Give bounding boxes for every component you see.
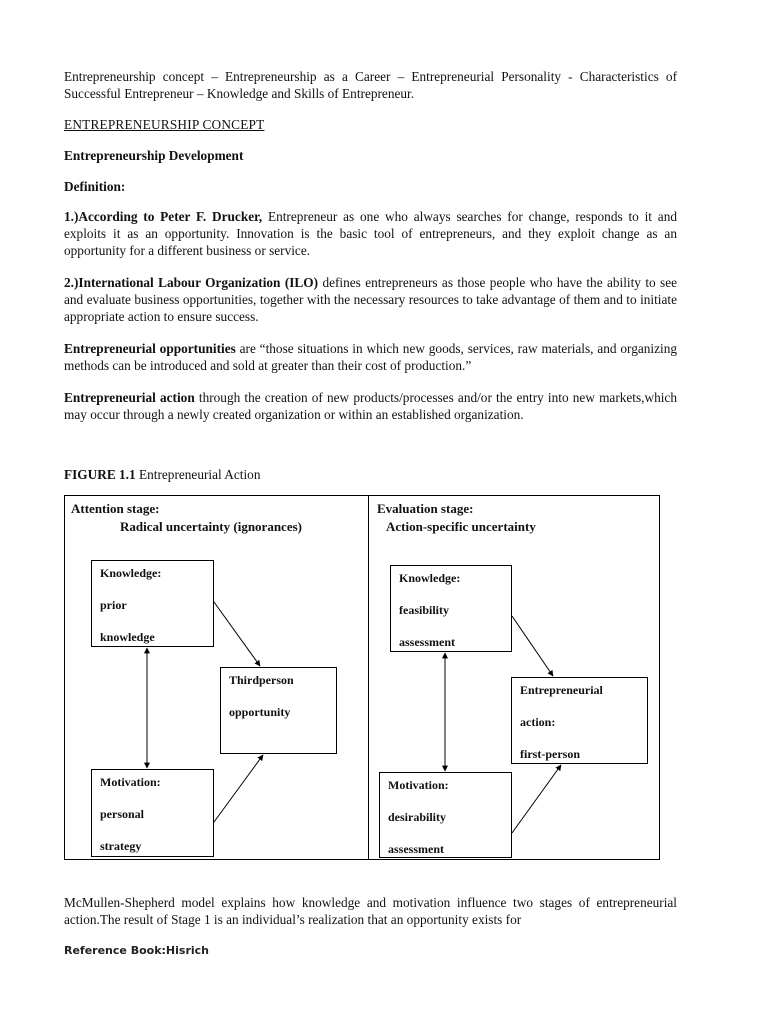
knowledge-prior-line-3: knowledge bbox=[100, 630, 155, 644]
knowledge-feasibility-line-2: feasibility bbox=[399, 603, 449, 617]
opportunity-line-1: Thirdperson bbox=[229, 673, 294, 687]
entrepreneurial-action-line-3: first-person bbox=[520, 747, 580, 761]
figure-caption bbox=[64, 467, 260, 483]
motivation-desirability-line-2: desirability bbox=[388, 810, 447, 824]
definition-2-lead: 2.)International Labour Organization (ILO) bbox=[64, 275, 319, 290]
definition-1-lead: 1.)According to Peter F. Drucker, bbox=[64, 209, 263, 224]
motivation-desirability-line-3: assessment bbox=[388, 842, 444, 856]
section-title: ENTREPRENEURSHIP CONCEPT bbox=[64, 117, 265, 132]
figure-label: FIGURE 1.1 bbox=[64, 467, 136, 482]
opportunities-text: are “those situations in which new goods, services, raw materials, and organizing methods can be introduced and sold at greater than their cost of production.” bbox=[64, 341, 677, 373]
entrepreneurial-action-line-1: Entrepreneurial bbox=[520, 683, 603, 697]
figure-caption-text: Entrepreneurial Action bbox=[135, 467, 261, 482]
motivation-desirability-line-1: Motivation: bbox=[388, 778, 449, 792]
right-motivation-action-arrow bbox=[512, 765, 561, 833]
right-knowledge-action-arrow bbox=[512, 616, 553, 676]
action-specific-uncertainty-label: Action-specific uncertainty bbox=[386, 519, 536, 534]
entrepreneurial-action-figure bbox=[64, 495, 660, 860]
evaluation-stage-title: Evaluation stage: bbox=[377, 501, 474, 516]
left-knowledge-opportunity-arrow bbox=[214, 602, 260, 666]
left-motivation-opportunity-arrow bbox=[214, 755, 263, 822]
definition-2-text: defines entrepreneurs as those people who have the ability to see and evaluate business opportunities, together with the necessary resources to take advantage of them and to initiate appropriate action to ensure success. bbox=[64, 275, 678, 324]
action-paragraph bbox=[64, 389, 677, 423]
opportunity-line-2: opportunity bbox=[229, 705, 291, 719]
knowledge-feasibility-line-3: assessment bbox=[399, 635, 455, 649]
knowledge-feasibility-line-1: Knowledge: bbox=[399, 571, 461, 585]
closing-paragraph: McMullen-Shepherd model explains how knowledge and motivation influence two stages of entrepreneurial action.The result of Stage 1 is an individual’s realization that an opportunity exists for bbox=[64, 895, 677, 927]
definition-1-text: Entrepreneur as one who always searches for change, responds to it and exploits it as an opportunity. Innovation is the basic tool of entrepreneurs, and they exploit change as an opportunity for a different business or service. bbox=[64, 209, 677, 258]
motivation-personal-line-1: Motivation: bbox=[100, 775, 161, 789]
opportunities-lead: Entrepreneurial opportunities bbox=[64, 341, 236, 356]
definition-label: Definition: bbox=[64, 179, 126, 194]
action-lead: Entrepreneurial action bbox=[64, 390, 195, 405]
figure-arrows bbox=[65, 496, 661, 861]
motivation-personal-line-3: strategy bbox=[100, 839, 142, 853]
opportunities-paragraph bbox=[64, 340, 677, 374]
reference-note: Reference Book:Hisrich bbox=[64, 944, 209, 957]
definition-2 bbox=[64, 274, 677, 325]
action-text: through the creation of new products/processes and/or the entry into new markets,which may occur through a newly created organization or within an established organization. bbox=[64, 390, 677, 422]
definition-1 bbox=[64, 208, 677, 259]
motivation-personal-line-2: personal bbox=[100, 807, 145, 821]
knowledge-prior-line-1: Knowledge: bbox=[100, 566, 162, 580]
entrepreneurial-action-line-2: action: bbox=[520, 715, 556, 729]
knowledge-prior-line-2: prior bbox=[100, 598, 127, 612]
radical-uncertainty-label: Radical uncertainty (ignorances) bbox=[120, 519, 302, 534]
intro-paragraph: Entrepreneurship concept – Entrepreneurship as a Career – Entrepreneurial Personality - Characteristics of Successful Entrepreneur – Knowledge and Skills of Entrepreneur. bbox=[64, 69, 677, 101]
attention-stage-title: Attention stage: bbox=[71, 501, 160, 516]
subtitle: Entrepreneurship Development bbox=[64, 148, 244, 163]
